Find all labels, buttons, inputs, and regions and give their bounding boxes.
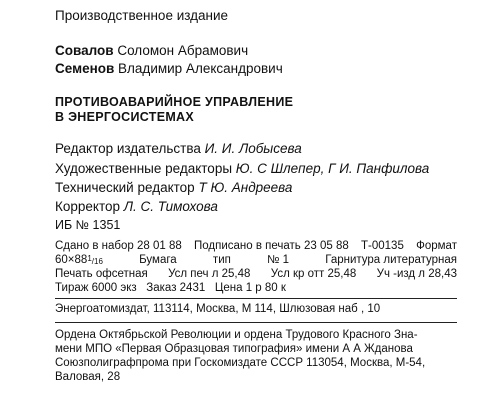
printer-line-4: Валовая, 28	[55, 371, 121, 383]
print-field: тип	[212, 254, 231, 266]
print-row-3	[55, 268, 457, 280]
printer-line-3: Союзполиграфпрома при Госкомиздате СССР 113054, Москва, М-54,	[55, 357, 426, 369]
print-row-4	[55, 282, 286, 294]
author-surname: Совалов	[55, 43, 114, 58]
print-field: Цена 1 р 80 к	[214, 282, 286, 294]
author-1	[55, 43, 248, 58]
credit-names: Л. С. Тимохова	[123, 199, 218, 214]
credit-proofreader	[55, 199, 218, 214]
author-2	[55, 61, 283, 76]
author-given: Владимир Александрович	[118, 61, 283, 76]
format-sub: /16	[91, 257, 103, 266]
print-field: Т-00135	[361, 240, 404, 252]
author-surname: Семенов	[55, 61, 115, 76]
print-row-1	[55, 240, 457, 252]
print-format	[55, 254, 103, 266]
credit-names: И. И. Лобысева	[204, 141, 302, 156]
credit-names: Ю. С Шлепер, Г И. Панфилова	[235, 161, 430, 176]
print-field: Усл кр отт 25,48	[270, 268, 357, 280]
print-field: Тираж 6000 экз	[55, 282, 137, 294]
print-field: Подписано в печать 23 05 88	[194, 240, 349, 252]
credit-role: Корректор	[55, 199, 121, 214]
divider-top	[55, 298, 457, 299]
author-given: Соломон Абрамович	[117, 43, 249, 58]
print-field: № 1	[267, 254, 290, 266]
ib-number: ИБ № 1351	[55, 218, 121, 232]
print-field: Формат	[416, 240, 457, 252]
print-field: Усл печ л 25,48	[168, 268, 251, 280]
divider-bottom	[55, 322, 457, 323]
publisher-line: Энергоатомиздат, 113114, Москва, М 114, Шлюзовая наб , 10	[55, 303, 381, 315]
print-row-2	[55, 254, 457, 266]
print-field: Бумага	[139, 254, 177, 266]
credit-editor	[55, 141, 302, 156]
format-base: 60×88	[55, 254, 88, 266]
book-title-line-1: ПРОТИВОАВАРИЙНОЕ УПРАВЛЕНИЕ	[55, 95, 294, 109]
edition-type: Производственное издание	[55, 8, 229, 23]
credit-tech-editor	[55, 180, 292, 195]
credit-role: Редактор издательства	[55, 141, 201, 156]
print-field: Печать офсетная	[55, 268, 148, 280]
format-sup: 1	[87, 254, 92, 263]
print-field: Гарнитура литературная	[325, 254, 457, 266]
print-field: Сдано в набор 28 01 88	[55, 240, 182, 252]
credit-art-editors	[55, 161, 429, 176]
printer-line-2: мени МПО «Первая Образцовая типография» имени А А Жданова	[55, 343, 413, 355]
print-field: Уч -изд л 28,43	[376, 268, 457, 280]
book-title-line-2: В ЭНЕРГОСИСТЕМАХ	[55, 110, 195, 124]
credit-role: Художественные редакторы	[55, 161, 233, 176]
printer-line-1: Ордена Октябрьской Революции и ордена Трудового Красного Зна-	[55, 329, 418, 341]
credit-role: Технический редактор	[55, 180, 195, 195]
print-field: Заказ 2431	[146, 282, 206, 294]
credit-names: Т Ю. Андреева	[198, 180, 293, 195]
